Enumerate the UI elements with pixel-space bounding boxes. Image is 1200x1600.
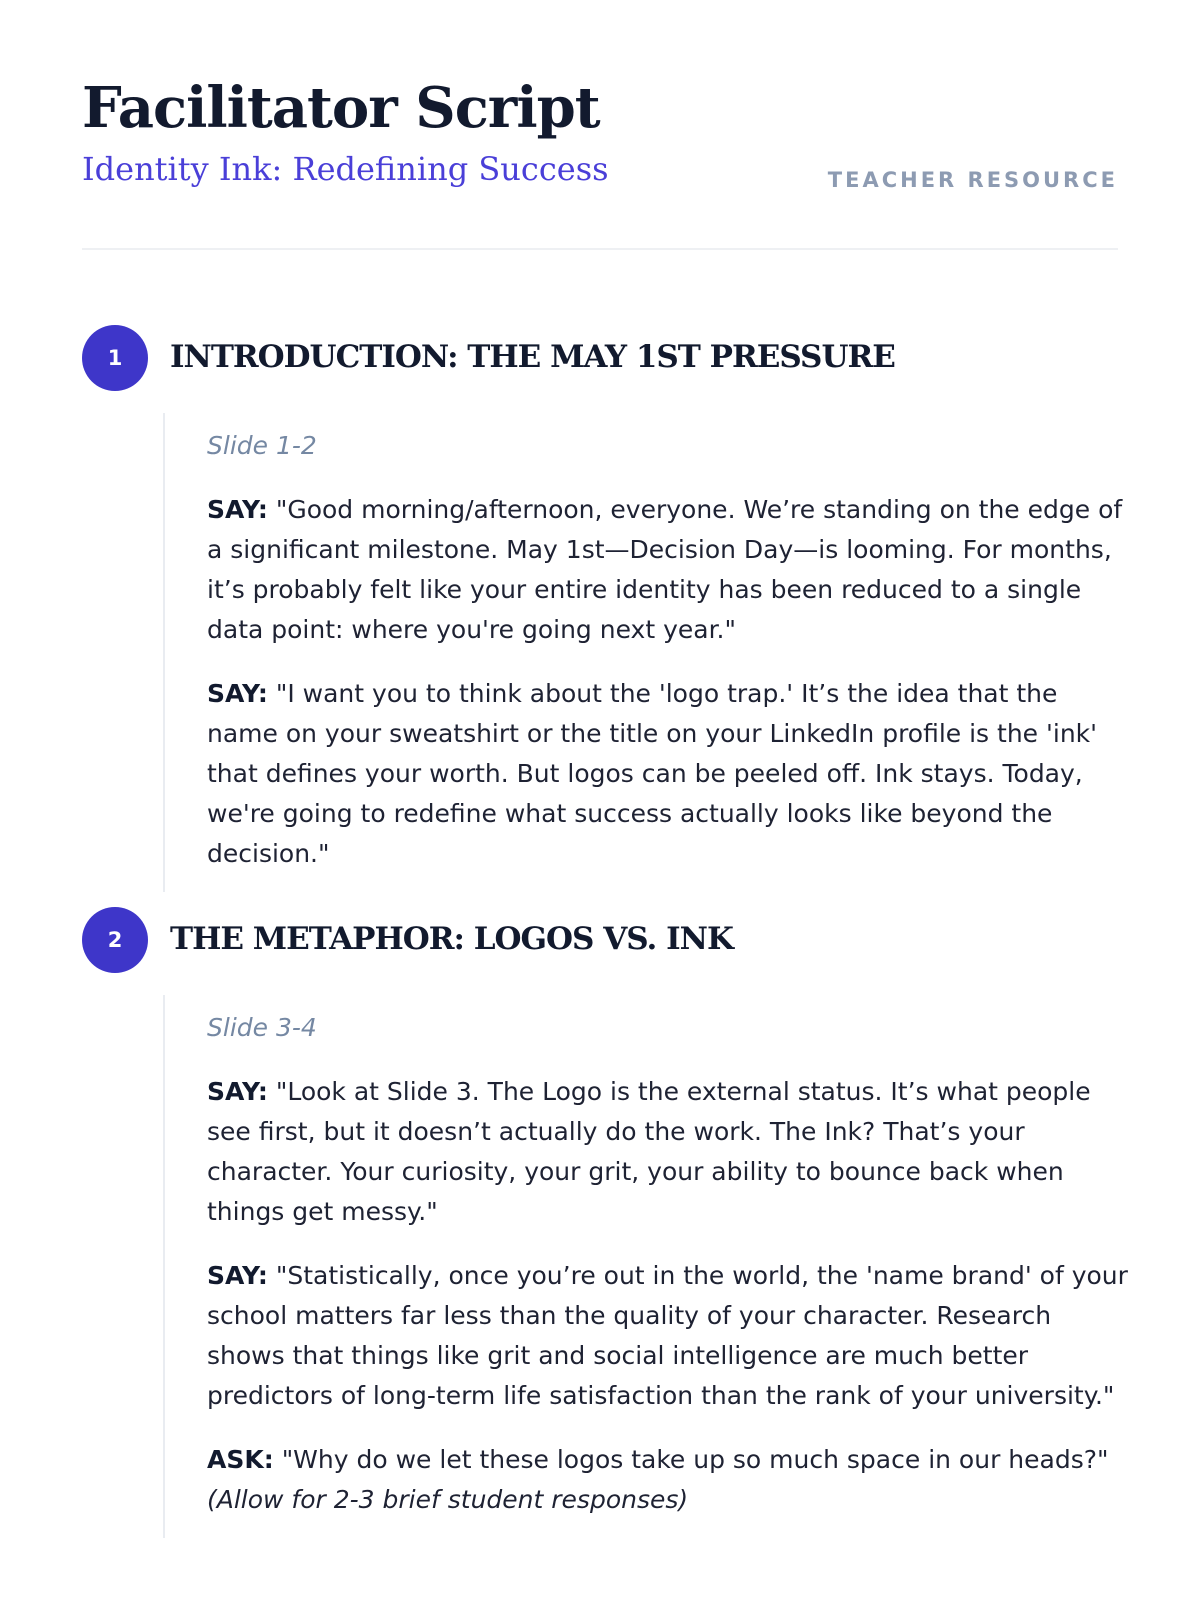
section-body [163, 995, 1128, 1538]
section-header [82, 325, 1128, 391]
resource-tag: TEACHER RESOURCE [827, 168, 1118, 192]
document-title: Facilitator Script [82, 75, 600, 141]
section-metaphor [82, 907, 1128, 1538]
script-text: "Why do we let these logos take up so much space in our heads?" [281, 1445, 1109, 1474]
document-header [82, 0, 1118, 250]
section-header [82, 907, 1128, 973]
script-line [207, 1440, 1128, 1520]
section-title: THE METAPHOR: LOGOS VS. INK [170, 921, 733, 957]
script-text: "Look at Slide 3. The Logo is the external status. It’s what people see first, but it doesn’t actually do the work. The Ink? That’s your character. Your curiosity, your grit, your ability to bounce back when things get messy." [207, 1077, 1091, 1226]
say-cue: SAY: [207, 679, 268, 708]
script-text: "I want you to think about the 'logo trap.' It’s the idea that the name on your sweatshirt or the title on your LinkedIn profile is the 'ink' that defines your worth. But logos can be peeled off. Ink stays. Today, we're going to redefine what success actually looks like beyond the decision." [207, 679, 1098, 868]
ask-cue: ASK: [207, 1445, 274, 1474]
script-text: "Statistically, once you’re out in the world, the 'name brand' of your school matters far less than the quality of your character. Research shows that things like grit and social intelligence are much better predictors of long-term life satisfaction than the rank of your university." [207, 1261, 1128, 1410]
slide-reference: Slide 1-2 [207, 431, 317, 460]
say-cue: SAY: [207, 495, 268, 524]
section-title: INTRODUCTION: THE MAY 1ST PRESSURE [170, 339, 895, 375]
document-subtitle: Identity Ink: Redefining Success [82, 150, 609, 188]
say-cue: SAY: [207, 1077, 268, 1106]
script-line [207, 490, 1128, 650]
script-line [207, 1256, 1128, 1416]
step-number-badge: 1 [82, 325, 148, 391]
script-text: "Good morning/afternoon, everyone. We’re standing on the edge of a significant milestone. May 1st—Decision Day—is looming. For months, it’s probably felt like your entire identity has been reduced to a single data point: where you're going next year." [207, 495, 1123, 644]
slide-reference: Slide 3-4 [207, 1013, 317, 1042]
section-introduction [82, 325, 1128, 892]
script-line [207, 674, 1128, 874]
script-line [207, 1072, 1128, 1232]
section-body [163, 413, 1128, 892]
step-number-badge: 2 [82, 907, 148, 973]
facilitator-note: (Allow for 2-3 brief student responses) [207, 1485, 689, 1514]
say-cue: SAY: [207, 1261, 268, 1290]
